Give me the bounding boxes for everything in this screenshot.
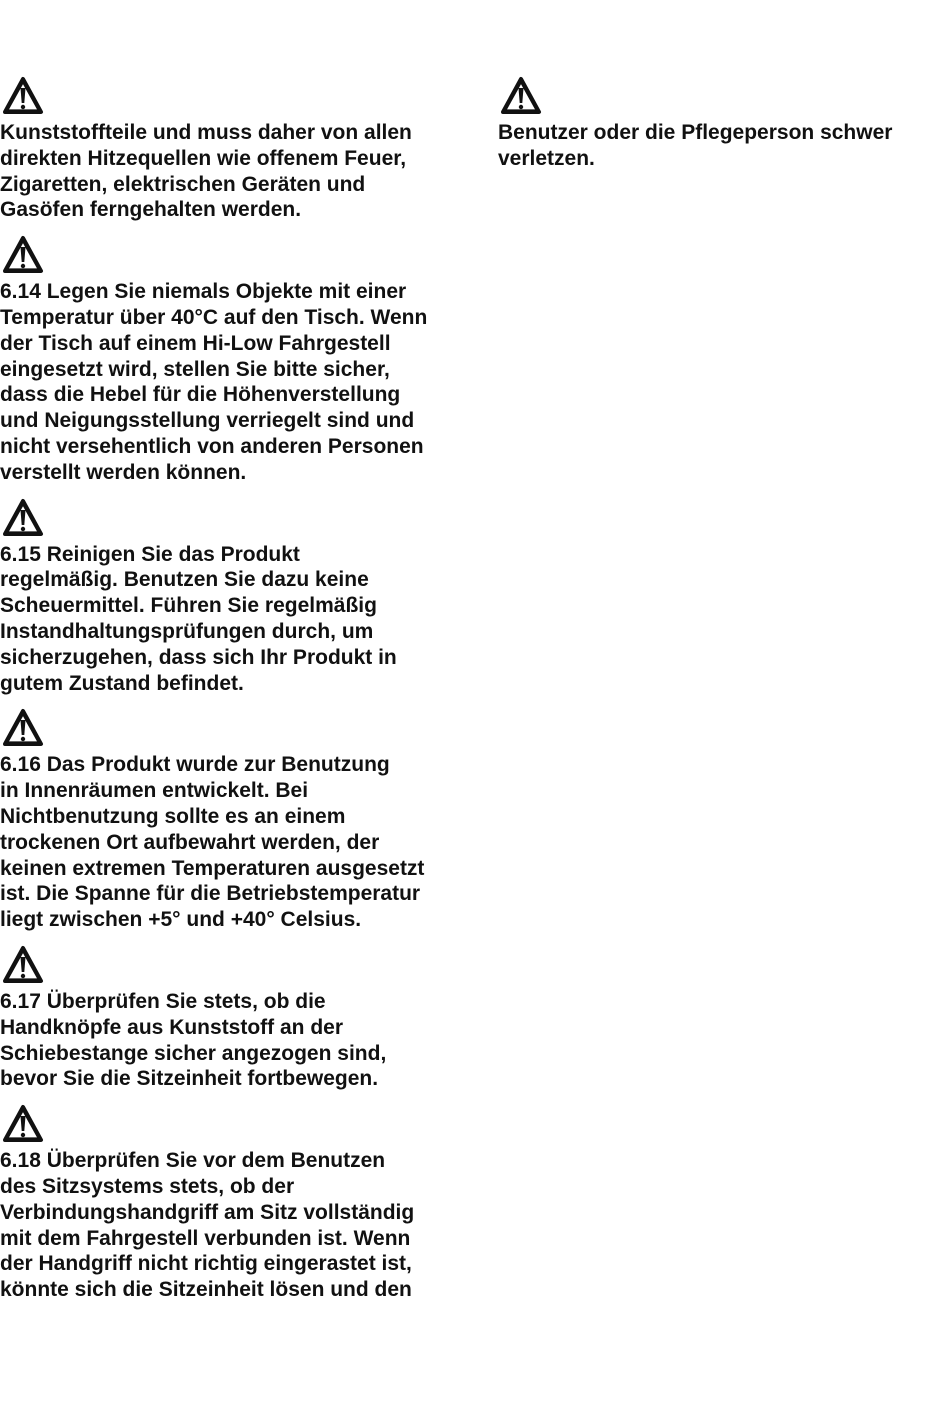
warning-triangle-icon [2, 235, 44, 275]
warning-block [0, 76, 480, 235]
warning-triangle-icon [2, 76, 44, 116]
warning-triangle-icon [2, 708, 44, 748]
warning-triangle-icon [2, 945, 44, 985]
warning-block [0, 1104, 480, 1315]
warning-block [0, 498, 480, 709]
warning-text: 6.18 Überprüfen Sie vor dem Benutzen des Sitzsystems stets, ob der Verbindungshandgriff am Sitz vollständig mit dem Fahrgestell verbunden ist. Wenn der Handgriff nicht richtig eingerastet ist, könnte sich die Sitzeinheit lösen und den [0, 1149, 415, 1302]
warning-triangle-icon [500, 76, 542, 116]
warning-text: 6.17 Überprüfen Sie stets, ob die Handknöpfe aus Kunststoff an der Schiebestange sicher angezogen sind, bevor Sie die Sitzeinheit fortbewegen. [0, 989, 387, 1091]
left-column [0, 76, 480, 1315]
warning-block [498, 76, 948, 184]
warning-triangle-icon [2, 1104, 44, 1144]
warning-triangle-icon [2, 498, 44, 538]
warning-text: Kunststoffteile und muss daher von allen direkten Hitzequellen wie offenem Feuer, Zigaretten, elektrischen Geräten und Gasöfen ferngehalten werden. [0, 121, 412, 222]
warning-text: Benutzer oder die Pflegeperson schwer verletzen. [498, 121, 893, 170]
warning-block [0, 945, 480, 1104]
warning-block [0, 708, 480, 945]
warning-text: 6.16 Das Produkt wurde zur Benutzung in Innenräumen entwickelt. Bei Nichtbenutzung sollte es an einem trockenen Ort aufbewahrt werden, der keinen extremen Temperaturen ausgesetzt ist. Die Spanne für die Betriebstemperatur liegt zwischen +5° und +40° Celsius. [0, 753, 425, 932]
warning-text: 6.14 Legen Sie niemals Objekte mit einer Temperatur über 40°C auf den Tisch. Wenn der Tisch auf einem Hi-Low Fahrgestell eingesetzt wird, stellen Sie bitte sicher, dass die Hebel für die Höhenverstellung und Neigungsstellung verriegelt sind und nicht versehentlich von anderen Personen verstellt werden können. [0, 280, 428, 484]
warning-block [0, 235, 480, 497]
right-column [498, 76, 948, 184]
warning-text: 6.15 Reinigen Sie das Produkt regelmäßig. Benutzen Sie dazu keine Scheuermittel. Führen Sie regelmäßig Instandhaltungsprüfungen durch, um sicherzugehen, dass sich Ihr Produkt in gutem Zustand befindet. [0, 542, 397, 695]
